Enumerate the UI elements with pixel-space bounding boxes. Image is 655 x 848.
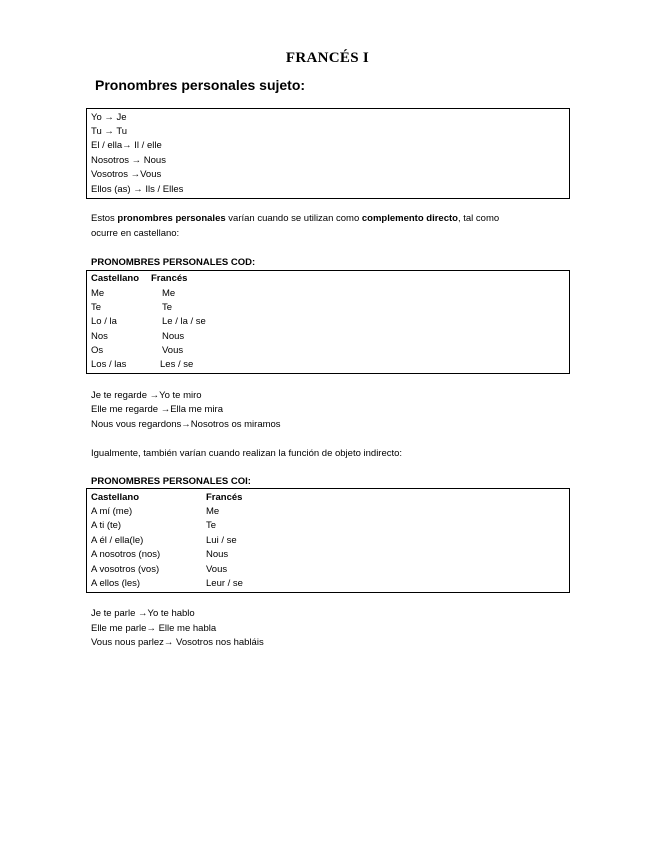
cod-cell-es: Te (91, 302, 102, 313)
coi-heading: PRONOMBRES PERSONALES COI: (91, 476, 251, 487)
cod-cell-es: Os (91, 345, 104, 356)
intro-text: ocurre en castellano: (91, 227, 180, 239)
cod-cell-fr: Les / se (160, 359, 194, 370)
cod-example-line: Nous vous regardons→Nosotros os miramos (91, 419, 281, 430)
cod-cell-es: Me (91, 288, 105, 299)
cod-col-header-castellano: Castellano (91, 273, 140, 284)
intro-bold-text: complemento directo (361, 213, 458, 224)
intro-text: varían cuando se utilizan como (225, 213, 362, 224)
coi-cell-es: A mí (me) (91, 506, 133, 517)
subject-pronoun-line: Ellos (as) → Ils / Elles (91, 184, 184, 195)
coi-example-line: Je te parle →Yo te hablo (91, 608, 195, 619)
coi-cell-es: A ti (te) (91, 520, 122, 531)
cod-cell-es: Lo / la (91, 316, 117, 327)
coi-cell-fr: Me (206, 506, 220, 517)
section-subtitle: Pronombres personales sujeto: (95, 77, 306, 93)
intro-bold-text: pronombres personales (117, 213, 226, 224)
cod-cell-fr: Nous (162, 331, 185, 342)
coi-cell-es: A ellos (les) (91, 578, 141, 589)
coi-example-line: Elle me parle→ Elle me habla (91, 623, 217, 634)
intro-paragraph (91, 212, 571, 241)
cod-example-line: Je te regarde →Yo te miro (91, 390, 202, 401)
coi-cell-fr: Lui / se (206, 535, 237, 546)
intro-text: , tal como (457, 213, 500, 224)
cod-cell-es: Los / las (91, 359, 127, 370)
cod-cell-es: Nos (91, 331, 108, 342)
cod-cell-fr: Vous (162, 345, 184, 356)
coi-table (86, 488, 570, 593)
subject-pronoun-line: El / ella→ Il / elle (91, 140, 162, 151)
coi-cell-es: A vosotros (vos) (91, 564, 160, 575)
coi-cell-es: A nosotros (nos) (91, 549, 161, 560)
subject-pronoun-line: Tu → Tu (91, 126, 128, 137)
page-title: FRANCÉS I (285, 50, 370, 66)
cod-heading: PRONOMBRES PERSONALES COD: (91, 257, 256, 268)
coi-cell-es: A él / ella(le) (91, 535, 144, 546)
subject-pronouns-box (86, 108, 570, 199)
cod-cell-fr: Te (162, 302, 173, 313)
cod-col-header-frances: Francés (151, 273, 188, 284)
coi-cell-fr: Nous (206, 549, 229, 560)
cod-cell-fr: Le / la / se (162, 316, 206, 327)
cod-table (86, 270, 570, 374)
coi-intro: Igualmente, también varían cuando realizan la función de objeto indirecto: (91, 448, 403, 459)
subject-pronoun-line: Vosotros →Vous (91, 169, 162, 180)
coi-cell-fr: Leur / se (206, 578, 243, 589)
subject-pronoun-line: Nosotros → Nous (91, 155, 166, 166)
coi-example-line: Vous nous parlez→ Vosotros nos habláis (91, 637, 264, 648)
cod-cell-fr: Me (162, 288, 176, 299)
coi-cell-fr: Te (206, 520, 217, 531)
subject-pronoun-line: Yo → Je (91, 112, 127, 123)
coi-col-header-frances: Francés (206, 492, 243, 503)
intro-text: Estos (91, 213, 118, 224)
coi-col-header-castellano: Castellano (91, 492, 140, 503)
coi-cell-fr: Vous (206, 564, 228, 575)
cod-example-line: Elle me regarde →Ella me mira (91, 404, 223, 415)
